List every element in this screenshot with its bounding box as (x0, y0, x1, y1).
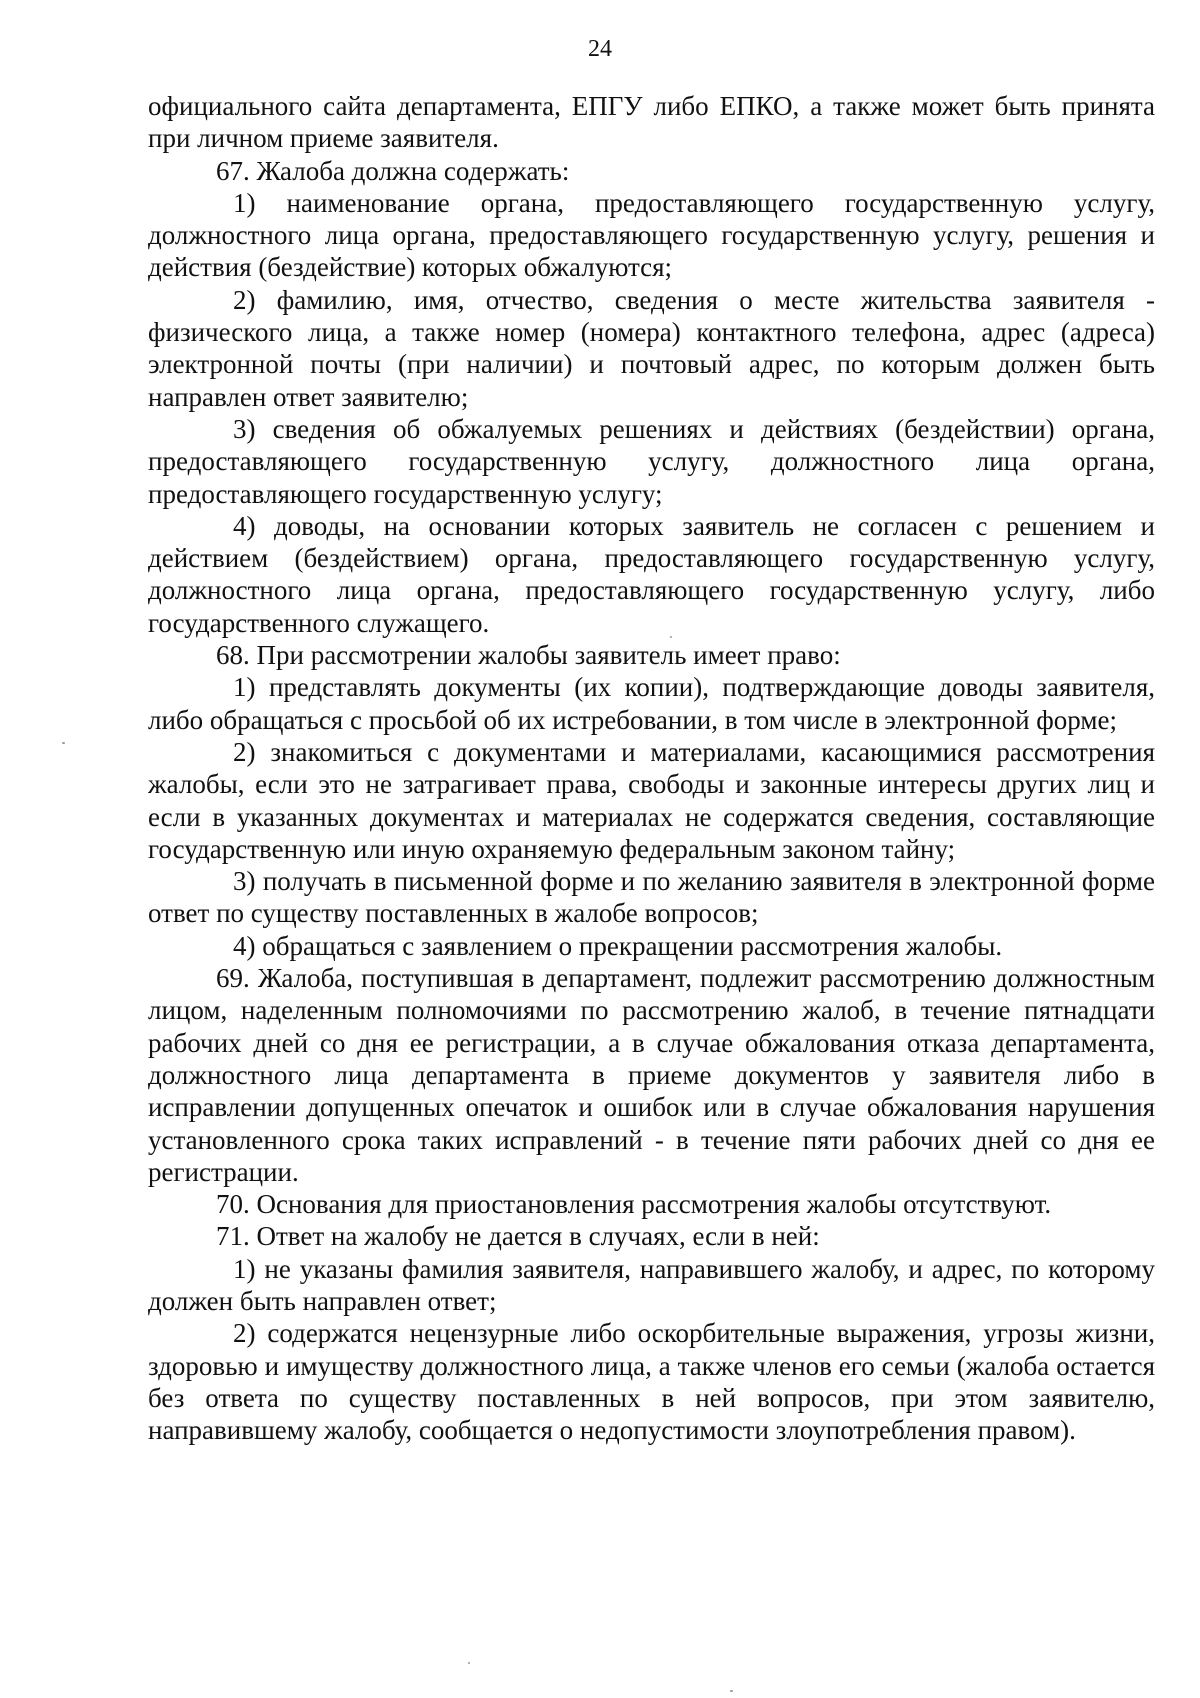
scan-speck (730, 1690, 733, 1692)
scan-speck (468, 1662, 470, 1664)
document-body (148, 90, 1155, 1446)
paragraph-69: 69. Жалоба, поступившая в департамент, подлежит рассмотрению должностным лицом, наделенным полномочиями по рассмотрению жалоб, в течение пятнадцати рабочих дней со дня ее регистрации, а в случае обжалования отказа департамента, должностного лица департамента в приеме документов у заявителя либо в исправлении допущенных опечаток и ошибок или в случае обжалования нарушения установленного срока таких исправлений - в течение пяти рабочих дней со дня ее регистрации. (148, 963, 1155, 1187)
list-item-68-3: 3) получать в письменной форме и по желанию заявителя в электронной форме ответ по существу поставленных в жалобе вопросов; (148, 866, 1155, 929)
list-item-71-1: 1) не указаны фамилия заявителя, направившего жалобу, и адрес, по которому должен быть направлен ответ; (148, 1253, 1155, 1316)
paragraph-68: 68. При рассмотрении жалобы заявитель имеет право: (216, 640, 841, 671)
paragraph-continuation: официального сайта департамента, ЕПГУ либо ЕПКО, а также может быть принята при личном приеме заявителя. (148, 91, 1155, 154)
list-item-68-1: 1) представлять документы (их копии), подтверждающие доводы заявителя, либо обращаться с просьбой об их истребовании, в том числе в электронной форме; (148, 672, 1155, 735)
list-item-67-3: 3) сведения об обжалуемых решениях и действиях (бездействии) органа, предоставляющего государственную услугу, должностного лица органа, предоставляющего государственную услугу; (148, 413, 1155, 509)
paragraph-67: 67. Жалоба должна содержать: (216, 155, 570, 186)
scan-speck (62, 742, 65, 744)
page-number: 24 (588, 36, 612, 62)
list-item-68-2: 2) знакомиться с документами и материалами, касающимися рассмотрения жалобы, если это не затрагивает права, свободы и законные интересы других лиц и если в указанных документах и материалах не содержатся сведения, составляющие государственную или иную охраняемую федеральным законом тайну; (148, 736, 1155, 864)
list-item-67-2: 2) фамилию, имя, отчество, сведения о месте жительства заявителя - физического лица, а также номер (номера) контактного телефона, адрес (адреса) электронной почты (при наличии) и почтовый адрес, по которым должен быть направлен ответ заявителю; (148, 284, 1155, 412)
list-item-71-2: 2) содержатся нецензурные либо оскорбительные выражения, угрозы жизни, здоровью и имуществу должностного лица, а также членов его семьи (жалоба остается без ответа по существу поставленных в ней вопросов, при этом заявителю, направившему жалобу, сообщается о недопустимости злоупотребления правом). (148, 1318, 1155, 1446)
scan-speck (670, 636, 672, 638)
list-item-67-1: 1) наименование органа, предоставляющего государственную услугу, должностного лица органа, предоставляющего государственную услугу, решения и действия (бездействие) которых обжалуются; (148, 187, 1155, 283)
paragraph-70: 70. Основания для приостановления рассмотрения жалобы отсутствуют. (216, 1189, 1052, 1220)
list-item-67-4: 4) доводы, на основании которых заявитель не согласен с решением и действием (бездействием) органа, предоставляющего государственную услугу, должностного лица органа, предоставляющего государственную услугу, либо государственного служащего. (148, 510, 1155, 638)
paragraph-71: 71. Ответ на жалобу не дается в случаях, если в ней: (216, 1221, 820, 1252)
list-item-68-4: 4) обращаться с заявлением о прекращении рассмотрения жалобы. (233, 930, 1003, 961)
